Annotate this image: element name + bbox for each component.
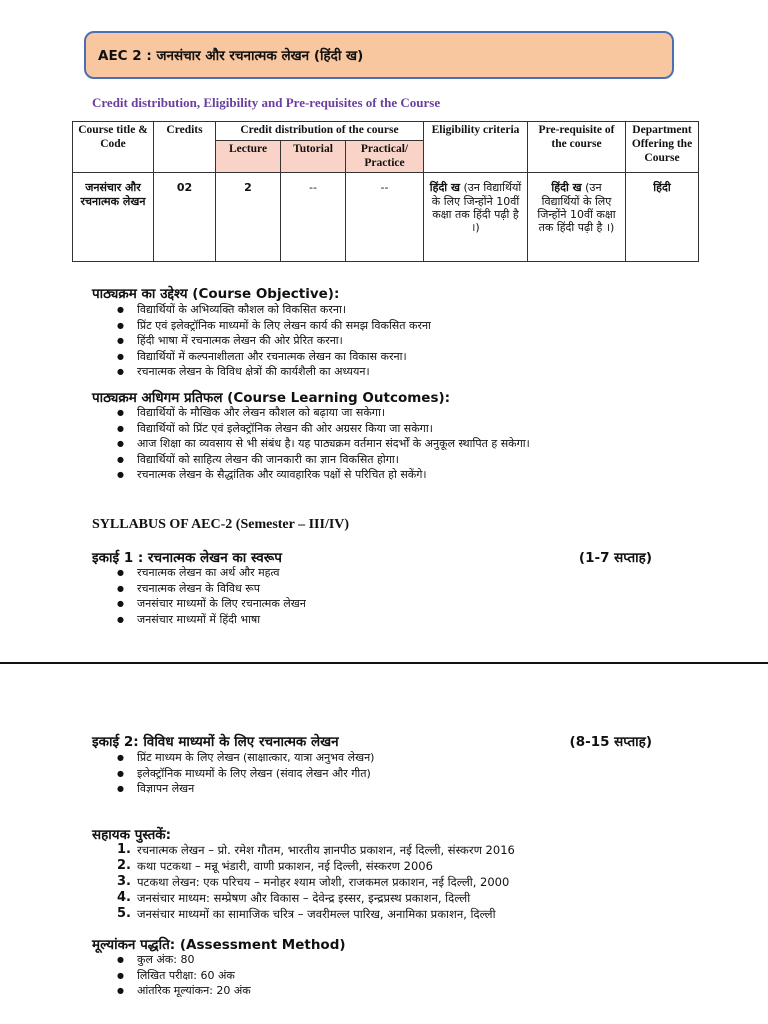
book-text: जनसंचार माध्यम: सम्प्रेषण और विकास – देवेन्द्र इस्सर, इन्द्रप्रस्थ प्रकाशन, दिल्ली [137,891,471,905]
eligibility-bold: हिंदी ख [429,181,460,195]
unit1-weeks: (1-7 सप्ताह) [578,550,652,566]
subheader-lecture: Lecture [216,140,281,173]
list-item [117,858,677,874]
outcomes-list [117,405,677,483]
unit1-title: इकाई 1 : रचनात्मक लेखन का स्वरूप [92,550,282,566]
book-number: 5. [117,906,131,921]
cell-credits: 02 [154,173,216,262]
books-title: सहायक पुस्तकें: [92,827,172,843]
books-list [117,842,677,922]
list-item: ● विज्ञापन लेखन [117,781,677,797]
cell-practical: -- [346,173,424,262]
cell-tutorial: -- [281,173,346,262]
eligibility-rest: (उन विद्यार्थियों के लिए जिन्होंने 10वीं कक्षा तक हिंदी पढ़ी है ।) [431,181,522,234]
list-item: ● रचनात्मक लेखन के सैद्धांतिक और व्यावहारिक पक्षों से परिचित हो सकेंगे। [117,467,677,483]
list-item [117,842,677,858]
list-item: ● विद्यार्थियों को प्रिंट एवं इलेक्ट्रॉनिक लेखन की ओर अग्रसर किया जा सकेगा। [117,421,677,437]
objective-list [117,302,677,380]
book-text: जनसंचार माध्यमों का सामाजिक चरित्र – जवरीमल्ल पारिख, अनामिका प्रकाशन, दिल्ली [137,907,496,921]
cell-lecture: 2 [216,173,281,262]
page-divider [0,662,768,664]
list-item: ● रचनात्मक लेखन के विविध क्षेत्रों की कार्यशैली का अध्ययन। [117,364,677,380]
unit1-heading [92,548,652,566]
list-item: ● विद्यार्थियों के मौखिक और लेखन कौशल को बढ़ाया जा सकेगा। [117,405,677,421]
objective-title: पाठ्यक्रम का उद्देश्य (Course Objective): [92,286,340,302]
unit2-title: इकाई 2: विविध माध्यमों के लिए रचनात्मक लेखन [92,734,339,750]
list-item: ● जनसंचार माध्यमों में हिंदी भाषा [117,612,677,628]
unit1-list [117,565,677,627]
header-credits: Credits [154,122,216,173]
assessment-title: मूल्यांकन पद्धति: (Assessment Method) [92,937,346,953]
header-department: Department Offering the Course [626,122,699,173]
list-item: ● रचनात्मक लेखन के विविध रूप [117,581,677,597]
list-item [117,874,677,890]
course-title-box [84,31,674,79]
list-item [117,890,677,906]
list-item: ● प्रिंट एवं इलेक्ट्रॉनिक माध्यमों के लिए लेखन कार्य की समझ विकसित करना [117,318,677,334]
list-item: ● आंतरिक मूल्यांकन: 20 अंक [117,983,677,999]
prereq-rest: (उन विद्यार्थियों के लिए जिन्होंने 10वीं कक्षा तक हिंदी पढ़ी है ।) [537,181,616,234]
cell-prerequisite [528,173,626,262]
syllabus-title: SYLLABUS OF AEC-2 (Semester – III/IV) [92,517,350,532]
list-item: ● जनसंचार माध्यमों के लिए रचनात्मक लेखन [117,596,677,612]
list-item: ● कुल अंक: 80 [117,952,677,968]
subheader-practical: Practical/ Practice [346,140,424,173]
unit2-heading [92,732,652,750]
header-eligibility: Eligibility criteria [424,122,528,173]
book-number: 2. [117,858,131,873]
assessment-list [117,952,677,999]
prereq-bold: हिंदी ख [551,181,582,195]
unit2-list [117,750,677,797]
course-title: AEC 2 : जनसंचार और रचनात्मक लेखन (हिंदी ख) [98,48,364,64]
list-item [117,906,677,922]
subheader-tutorial: Tutorial [281,140,346,173]
credit-table [72,121,699,262]
list-item: ● प्रिंट माध्यम के लिए लेखन (साक्षात्कार, यात्रा अनुभव लेखन) [117,750,677,766]
list-item: ● रचनात्मक लेखन का अर्थ और महत्व [117,565,677,581]
book-number: 4. [117,890,131,905]
list-item: ● लिखित परीक्षा: 60 अंक [117,968,677,984]
cell-course: जनसंचार और रचनात्मक लेखन [73,173,154,262]
table-row [73,173,699,262]
table-header-row [73,122,699,141]
cell-eligibility [424,173,528,262]
header-credit-distribution: Credit distribution of the course [216,122,424,141]
book-number: 3. [117,874,131,889]
cell-department: हिंदी [626,173,699,262]
book-number: 1. [117,842,131,857]
list-item: ● विद्यार्थियों में कल्पनाशीलता और रचनात्मक लेखन का विकास करना। [117,349,677,365]
outcomes-title: पाठ्यक्रम अधिगम प्रतिफल (Course Learning Outcomes): [92,390,451,406]
book-text: पटकथा लेखन: एक परिचय – मनोहर श्याम जोशी, राजकमल प्रकाशन, नई दिल्ली, 2000 [137,875,510,889]
unit2-weeks: (8-15 सप्ताह) [569,734,652,750]
book-text: कथा पटकथा – मन्नू भंडारी, वाणी प्रकाशन, नई दिल्ली, संस्करण 2006 [137,859,433,873]
header-course-title: Course title & Code [73,122,154,173]
list-item: ● हिंदी भाषा में रचनात्मक लेखन की ओर प्रेरित करना। [117,333,677,349]
list-item: ● विद्यार्थियों के अभिव्यक्ति कौशल को विकसित करना। [117,302,677,318]
book-text: रचनात्मक लेखन – प्रो. रमेश गौतम, भारतीय ज्ञानपीठ प्रकाशन, नई दिल्ली, संस्करण 2016 [137,843,515,857]
credit-distribution-heading: Credit distribution, Eligibility and Pre-requisites of the Course [92,95,441,110]
list-item: ● विद्यार्थियों को साहित्य लेखन की जानकारी का ज्ञान विकसित होगा। [117,452,677,468]
list-item: ● इलेक्ट्रॉनिक माध्यमों के लिए लेखन (संवाद लेखन और गीत) [117,766,677,782]
list-item: ● आज शिक्षा का व्यवसाय से भी संबंध है। यह पाठ्यक्रम वर्तमान संदर्भों के अनुकूल स्थापित ह सकेगा। [117,436,677,452]
header-prerequisite: Pre-requisite of the course [528,122,626,173]
